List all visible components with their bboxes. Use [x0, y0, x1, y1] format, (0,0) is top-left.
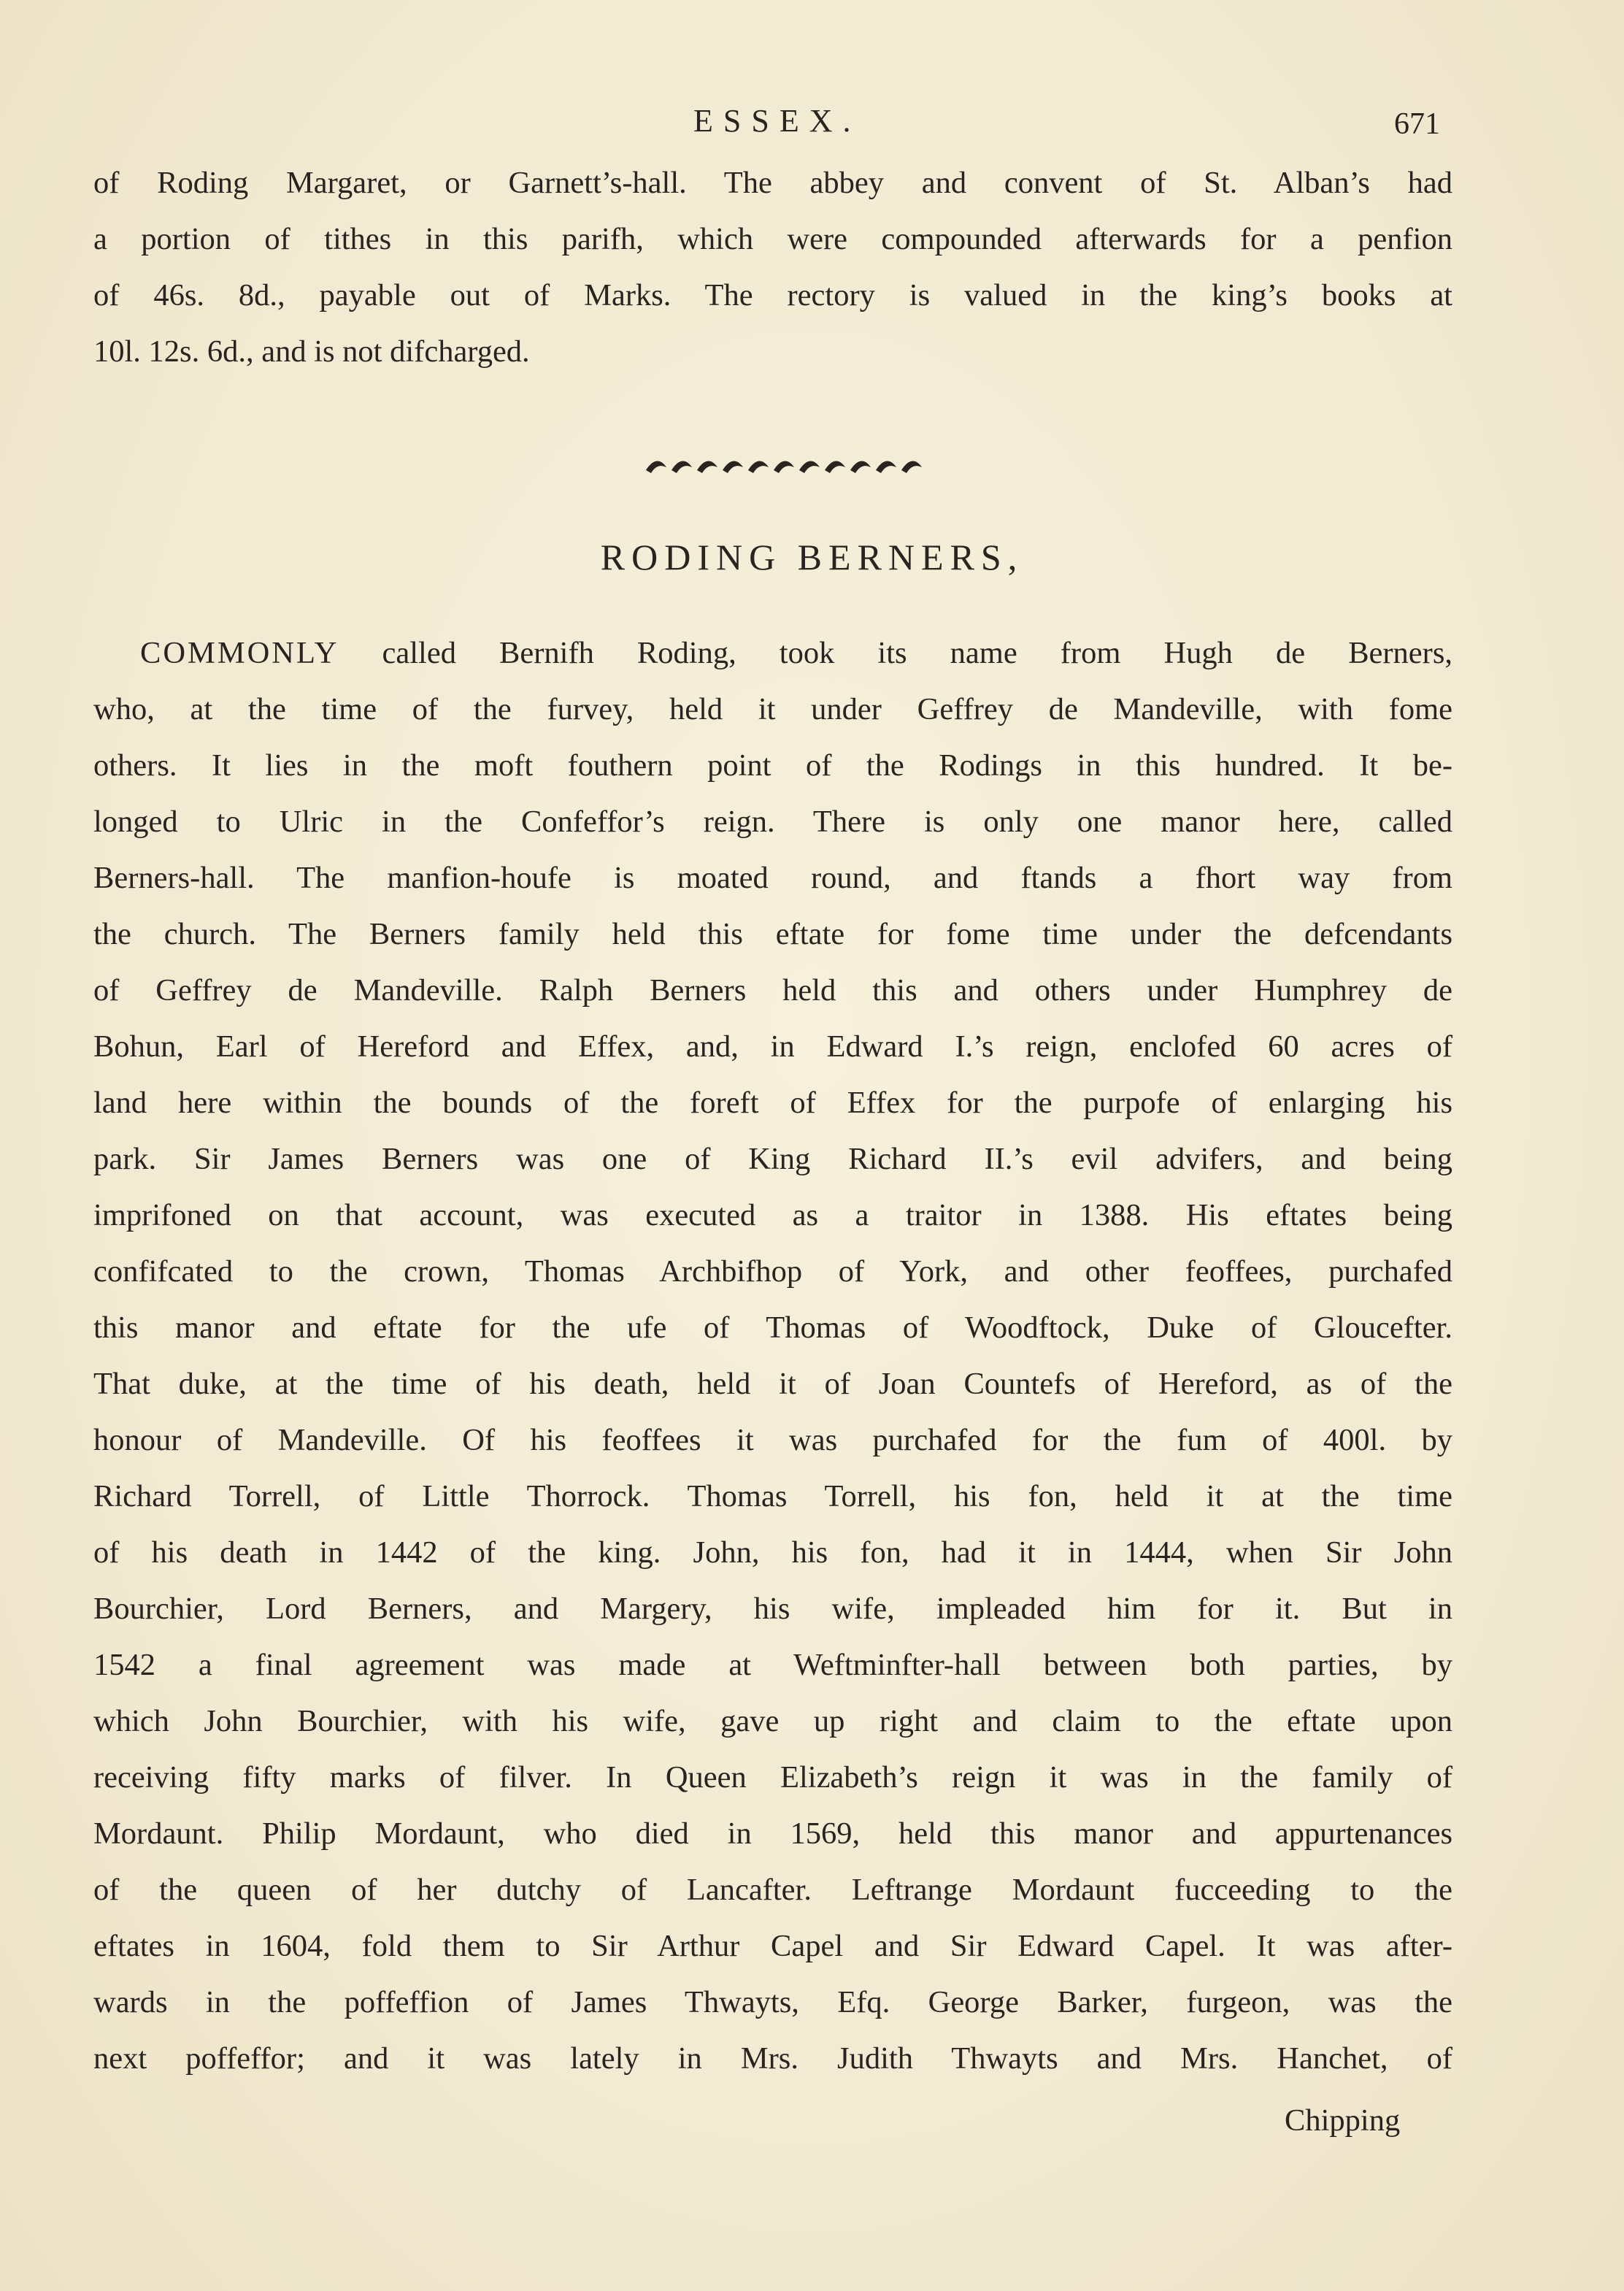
text-line: a portion of tithes in this parifh, which were compounded afterwards for a penfion — [93, 222, 1452, 256]
text-line: of Geffrey de Mandeville. Ralph Berners held this and others under Humphrey de — [93, 973, 1452, 1008]
first-word: COMMONLY — [140, 636, 339, 670]
text-line: honour of Mandeville. Of his feoffees it was purchafed for the fum of 400l. by — [93, 1423, 1452, 1457]
text-line: this manor and eftate for the ufe of Thomas of Woodftock, Duke of Gloucefter. — [93, 1310, 1452, 1345]
page-number: 671 — [1394, 107, 1440, 141]
page-header — [0, 102, 1624, 153]
text-line: the church. The Berners family held this eftate for fome time under the defcendants — [93, 917, 1452, 951]
text-line: Bohun, Earl of Hereford and Effex, and, in Edward I.’s reign, enclofed 60 acres of — [93, 1029, 1452, 1064]
text-line: longed to Ulric in the Confeffor’s reign. There is only one manor here, called — [93, 805, 1452, 839]
text-line: 10l. 12s. 6d., and is not difcharged. — [93, 334, 530, 369]
text-line: next poffeffor; and it was lately in Mrs. Judith Thwayts and Mrs. Hanchet, of — [93, 2041, 1452, 2076]
text-line: receiving fifty marks of filver. In Queen Elizabeth’s reign it was in the family of — [93, 1760, 1452, 1795]
text-line: imprifoned on that account, was executed as a traitor in 1388. His eftates being — [93, 1198, 1452, 1232]
text-line: eftates in 1604, fold them to Sir Arthur Capel and Sir Edward Capel. It was after- — [93, 1929, 1452, 1963]
text-line: park. Sir James Berners was one of King Richard II.’s evil advifers, and being — [93, 1142, 1452, 1176]
first-line-text: called Bernifh Roding, took its name from Hugh de Berners, — [339, 636, 1452, 670]
text-line: Mordaunt. Philip Mordaunt, who died in 1569, held this manor and appurtenances — [93, 1816, 1452, 1851]
text-line: which John Bourchier, with his wife, gave up right and claim to the eftate upon — [93, 1704, 1452, 1738]
text-line: of his death in 1442 of the king. John, his fon, had it in 1444, when Sir John — [93, 1535, 1452, 1570]
running-title: ESSEX. — [693, 103, 861, 139]
text-line: Bourchier, Lord Berners, and Margery, his wife, impleaded him for it. But in — [93, 1592, 1452, 1626]
continuation-paragraph — [93, 155, 1452, 380]
text-line: of 46s. 8d., payable out of Marks. The rectory is valued in the king’s books at — [93, 278, 1452, 312]
printers-ornament-icon — [642, 451, 934, 480]
section-body — [93, 625, 1452, 2087]
text-line: wards in the poffeffion of James Thwayts, Efq. George Barker, furgeon, was the — [93, 1985, 1452, 2019]
text-line: of the queen of her dutchy of Lancafter. Leftrange Mordaunt fucceeding to the — [93, 1873, 1452, 1907]
text-line: That duke, at the time of his death, held it of Joan Countefs of Hereford, as of the — [93, 1367, 1452, 1401]
text-line: others. It lies in the moft fouthern point of the Rodings in this hundred. It be- — [93, 748, 1452, 783]
section-heading: RODING BERNERS, — [600, 537, 1024, 577]
text-line: Richard Torrell, of Little Thorrock. Thomas Torrell, his fon, held it at the time — [93, 1479, 1452, 1513]
first-line — [93, 625, 1452, 681]
text-line: Berners-hall. The manfion-houfe is moated round, and ftands a fhort way from — [93, 861, 1452, 895]
catchword: Chipping — [1285, 2103, 1401, 2138]
text-line: of Roding Margaret, or Garnett’s-hall. The abbey and convent of St. Alban’s had — [93, 166, 1452, 200]
text-line: who, at the time of the furvey, held it under Geffrey de Mandeville, with fome — [93, 692, 1452, 726]
text-line: confifcated to the crown, Thomas Archbifhop of York, and other feoffees, purchafed — [93, 1254, 1452, 1289]
text-line: land here within the bounds of the foreft of Effex for the purpofe of enlarging his — [93, 1086, 1452, 1120]
text-line: 1542 a final agreement was made at Weftminfter-hall between both parties, by — [93, 1648, 1452, 1682]
